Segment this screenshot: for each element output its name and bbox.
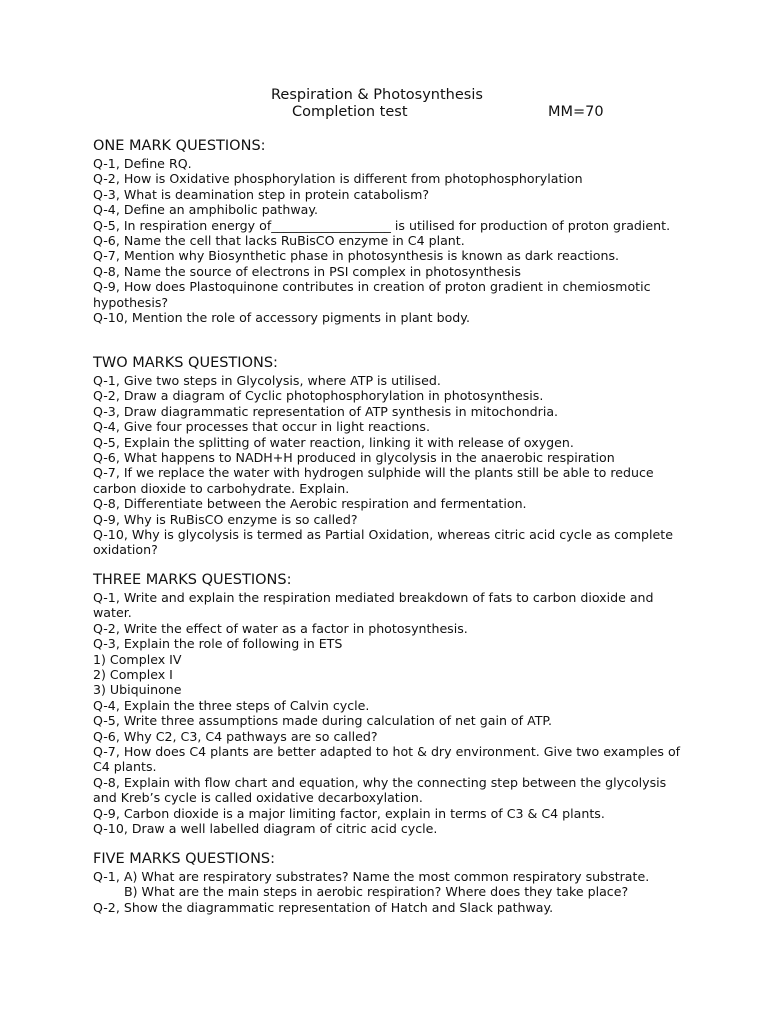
section-heading: ONE MARK QUESTIONS: [93,138,266,154]
question-item: Q-2, Show the diagrammatic representation of Hatch and Slack pathway. [93,899,554,915]
section-three-marks [93,572,693,837]
question-item: Q-9, How does Plastoquinone contributes in creation of proton gradient in chemiosmotic hypothesis? [93,279,651,310]
question-sub-item: B) What are the main steps in aerobic respiration? Where does they take place? [124,884,629,900]
question-item: Q-4, Give four processes that occur in light reactions. [93,419,430,435]
question-item: Q-3, Explain the role of following in ETS [93,636,343,652]
question-item: Q-1, Give two steps in Glycolysis, where ATP is utilised. [93,373,441,388]
question-item: Q-4, Explain the three steps of Calvin cycle. [93,697,370,713]
question-item: Q-3, Draw diagrammatic representation of ATP synthesis in mitochondria. [93,403,559,419]
section-heading: FIVE MARKS QUESTIONS: [93,851,276,867]
question-item: Q-8, Differentiate between the Aerobic respiration and fermentation. [93,496,527,512]
question-item: Q-1, Write and explain the respiration mediated breakdown of fats to carbon dioxide and water. [93,590,654,621]
question-item: Q-6, Why C2, C3, C4 pathways are so called? [93,728,378,744]
question-sub-item: 2) Complex I [93,667,173,683]
question-item: Q-7, Mention why Biosynthetic phase in photosynthesis is known as dark reactions. [93,248,620,264]
section-one-mark [93,138,693,325]
question-item: Q-2, How is Oxidative phosphorylation is different from photophosphorylation [93,171,583,187]
question-item: Q-7, If we replace the water with hydrogen sulphide will the plants still be able to reduce carbon dioxide to carbohydrate. Explain. [93,465,654,496]
question-item: Q-6, Name the cell that lacks RuBisCO enzyme in C4 plant. [93,233,465,249]
question-item: Q-7, How does C4 plants are better adapted to hot & dry environment. Give two examples of C4 plants. [93,744,681,775]
section-heading: TWO MARKS QUESTIONS: [93,355,278,371]
question-sub-item: 3) Ubiquinone [93,682,182,698]
question-item: Q-10, Why is glycolysis is termed as Partial Oxidation, whereas citric acid cycle as complete oxidation? [93,527,673,558]
question-item: Q-10, Draw a well labelled diagram of citric acid cycle. [93,821,438,837]
question-item: Q-10, Mention the role of accessory pigments in plant body. [93,310,470,326]
question-item: Q-5, Explain the splitting of water reaction, linking it with release of oxygen. [93,434,574,450]
document-title: Respiration & Photosynthesis [271,87,483,103]
question-item: Q-5, In respiration energy of___________________ is utilised for production of proton gradient. [93,217,671,233]
question-item: Q-5, Write three assumptions made during calculation of net gain of ATP. [93,713,553,729]
section-five-marks [93,851,693,915]
question-item: Q-2, Draw a diagram of Cyclic photophosphorylation in photosynthesis. [93,388,544,404]
question-item: Q-9, Why is RuBisCO enzyme is so called? [93,511,358,527]
section-heading: THREE MARKS QUESTIONS: [93,572,292,588]
section-two-marks [93,355,693,558]
question-item: Q-4, Define an amphibolic pathway. [93,202,319,218]
document-subtitle: Completion test [292,104,408,120]
question-item: Q-1, Define RQ. [93,156,192,171]
max-marks: MM=70 [548,104,604,120]
question-item: Q-2, Write the effect of water as a factor in photosynthesis. [93,620,468,636]
question-item: Q-9, Carbon dioxide is a major limiting factor, explain in terms of C3 & C4 plants. [93,805,605,821]
question-item: Q-1, A) What are respiratory substrates? Name the most common respiratory substrate. [93,869,650,884]
question-item: Q-6, What happens to NADH+H produced in glycolysis in the anaerobic respiration [93,450,615,466]
question-item: Q-8, Explain with flow chart and equation, why the connecting step between the glycolysis and Kreb’s cycle is called oxidative decarboxylation. [93,774,667,806]
question-sub-item: 1) Complex IV [93,651,182,667]
question-item: Q-8, Name the source of electrons in PSI complex in photosynthesis [93,263,521,279]
question-item: Q-3, What is deamination step in protein catabolism? [93,186,430,202]
